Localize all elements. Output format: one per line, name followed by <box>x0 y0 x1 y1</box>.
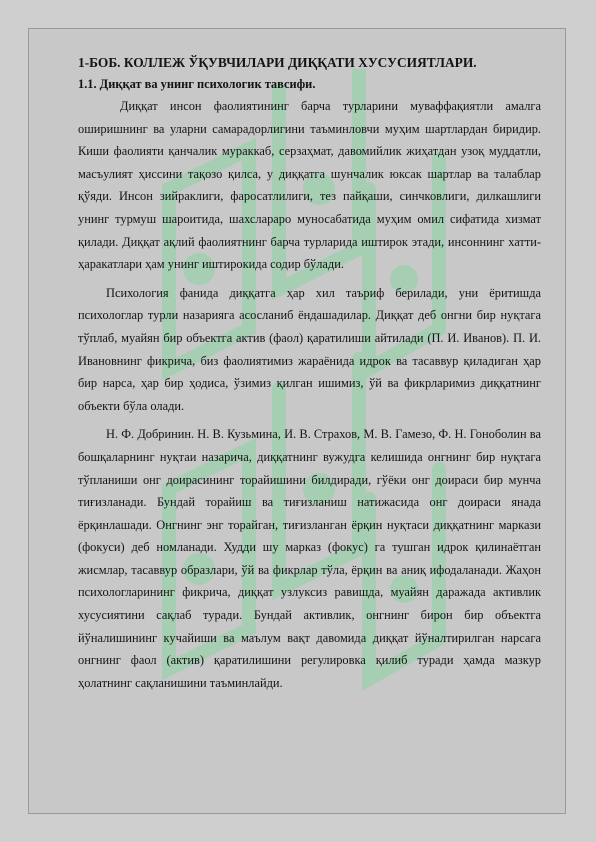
chapter-title: 1-БОБ. КОЛЛЕЖ ЎҚУВЧИЛАРИ ДИҚҚАТИ ХУСУСИЯТЛАРИ. <box>78 55 477 70</box>
document-body <box>78 54 541 694</box>
paragraph-2: Психология фанида диққатга ҳар хил таъриф берилади, уни ёритишда психологлар турли назарияга асосланиб ёндашадилар. Диққат деб онгни бир нуқтага тўплаб, муайян бир объектга актив (фаол) қаратилиши айтилади (П. И. Иванов). П. И. Ивановнинг фикрича, биз фаолиятимиз жараёнида идрок ва тасаввур қиладиган ҳар бир нарса, ҳар бир ҳодиса, ўзимиз қилган ишимиз, ўй ва фикрларимиз диққатнинг объекти бўла олади. <box>78 285 541 413</box>
paragraph-3: Н. Ф. Добринин. Н. В. Кузьмина, И. В. Страхов, М. В. Гамезо, Ф. Н. Гоноболин ва бошқаларнинг нуқтаи назарича, диққатнинг вужудга келишида онгнинг бир нуқтага тўпланиши онг доирасининг торайишини билдиради, гўёки онг доираси бир мунча тиғизланади. Бундай торайиш ва тиғизланиш натижасида онг доираси янада ёрқинлашади. Онгнинг энг торайган, тиғизланган ёрқин нуқтаси диққатнинг маркази (фокуси) деб номланади. Худди шу марказ (фокус) га тушган идрок қилинаётган жисмлар, тасаввур образлари, ўй ва фикрлар тўла, ёрқин ва аниқ ифодаланади. Жаҳон психологларининг фикрича, диққат узлуксиз равишда, муайян даражада активлик хусусиятини сақлаб туради. Бундай активлик, онгнинг бирон бир объектга йўналишининг кучайиши ва маълум вақт давомида диққат йўналтирилган нарсага онгнинг фаол (актив) қаратилишини регулировка қилиб туради ҳамда мазкур ҳолатнинг сақланишини таъминлайди. <box>78 427 541 690</box>
section-title: 1.1. Диққат ва унинг психологик тавсифи. <box>78 77 316 91</box>
paragraph-1: Диққат инсон фаолиятининг барча турларини муваффақиятли амалга оширишнинг ва уларни самарадорлигини таъминловчи муҳим шартлардан биридир. Киши фаолияти қанчалик мураккаб, серзаҳмат, давомийлик жиҳатдан узоқ муддатли, масъулият ҳиссини тақозо қилса, у диққатга шунчалик юксак шартлар ва талаблар қўяди. Инсон зийраклиги, фаросатлилиги, тез пайқаши, синчковлиги, дилкашлиги унинг турмуш шароитида, шахсларaро муносабатида муҳим омил сифатида хизмат қилади. Диққат ақлий фаолиятнинг барча турларида иштирок этади, инсоннинг хатти-ҳаракатлари ҳам унинг иштирокида содир бўлади. <box>78 99 541 272</box>
document-page <box>28 28 566 814</box>
